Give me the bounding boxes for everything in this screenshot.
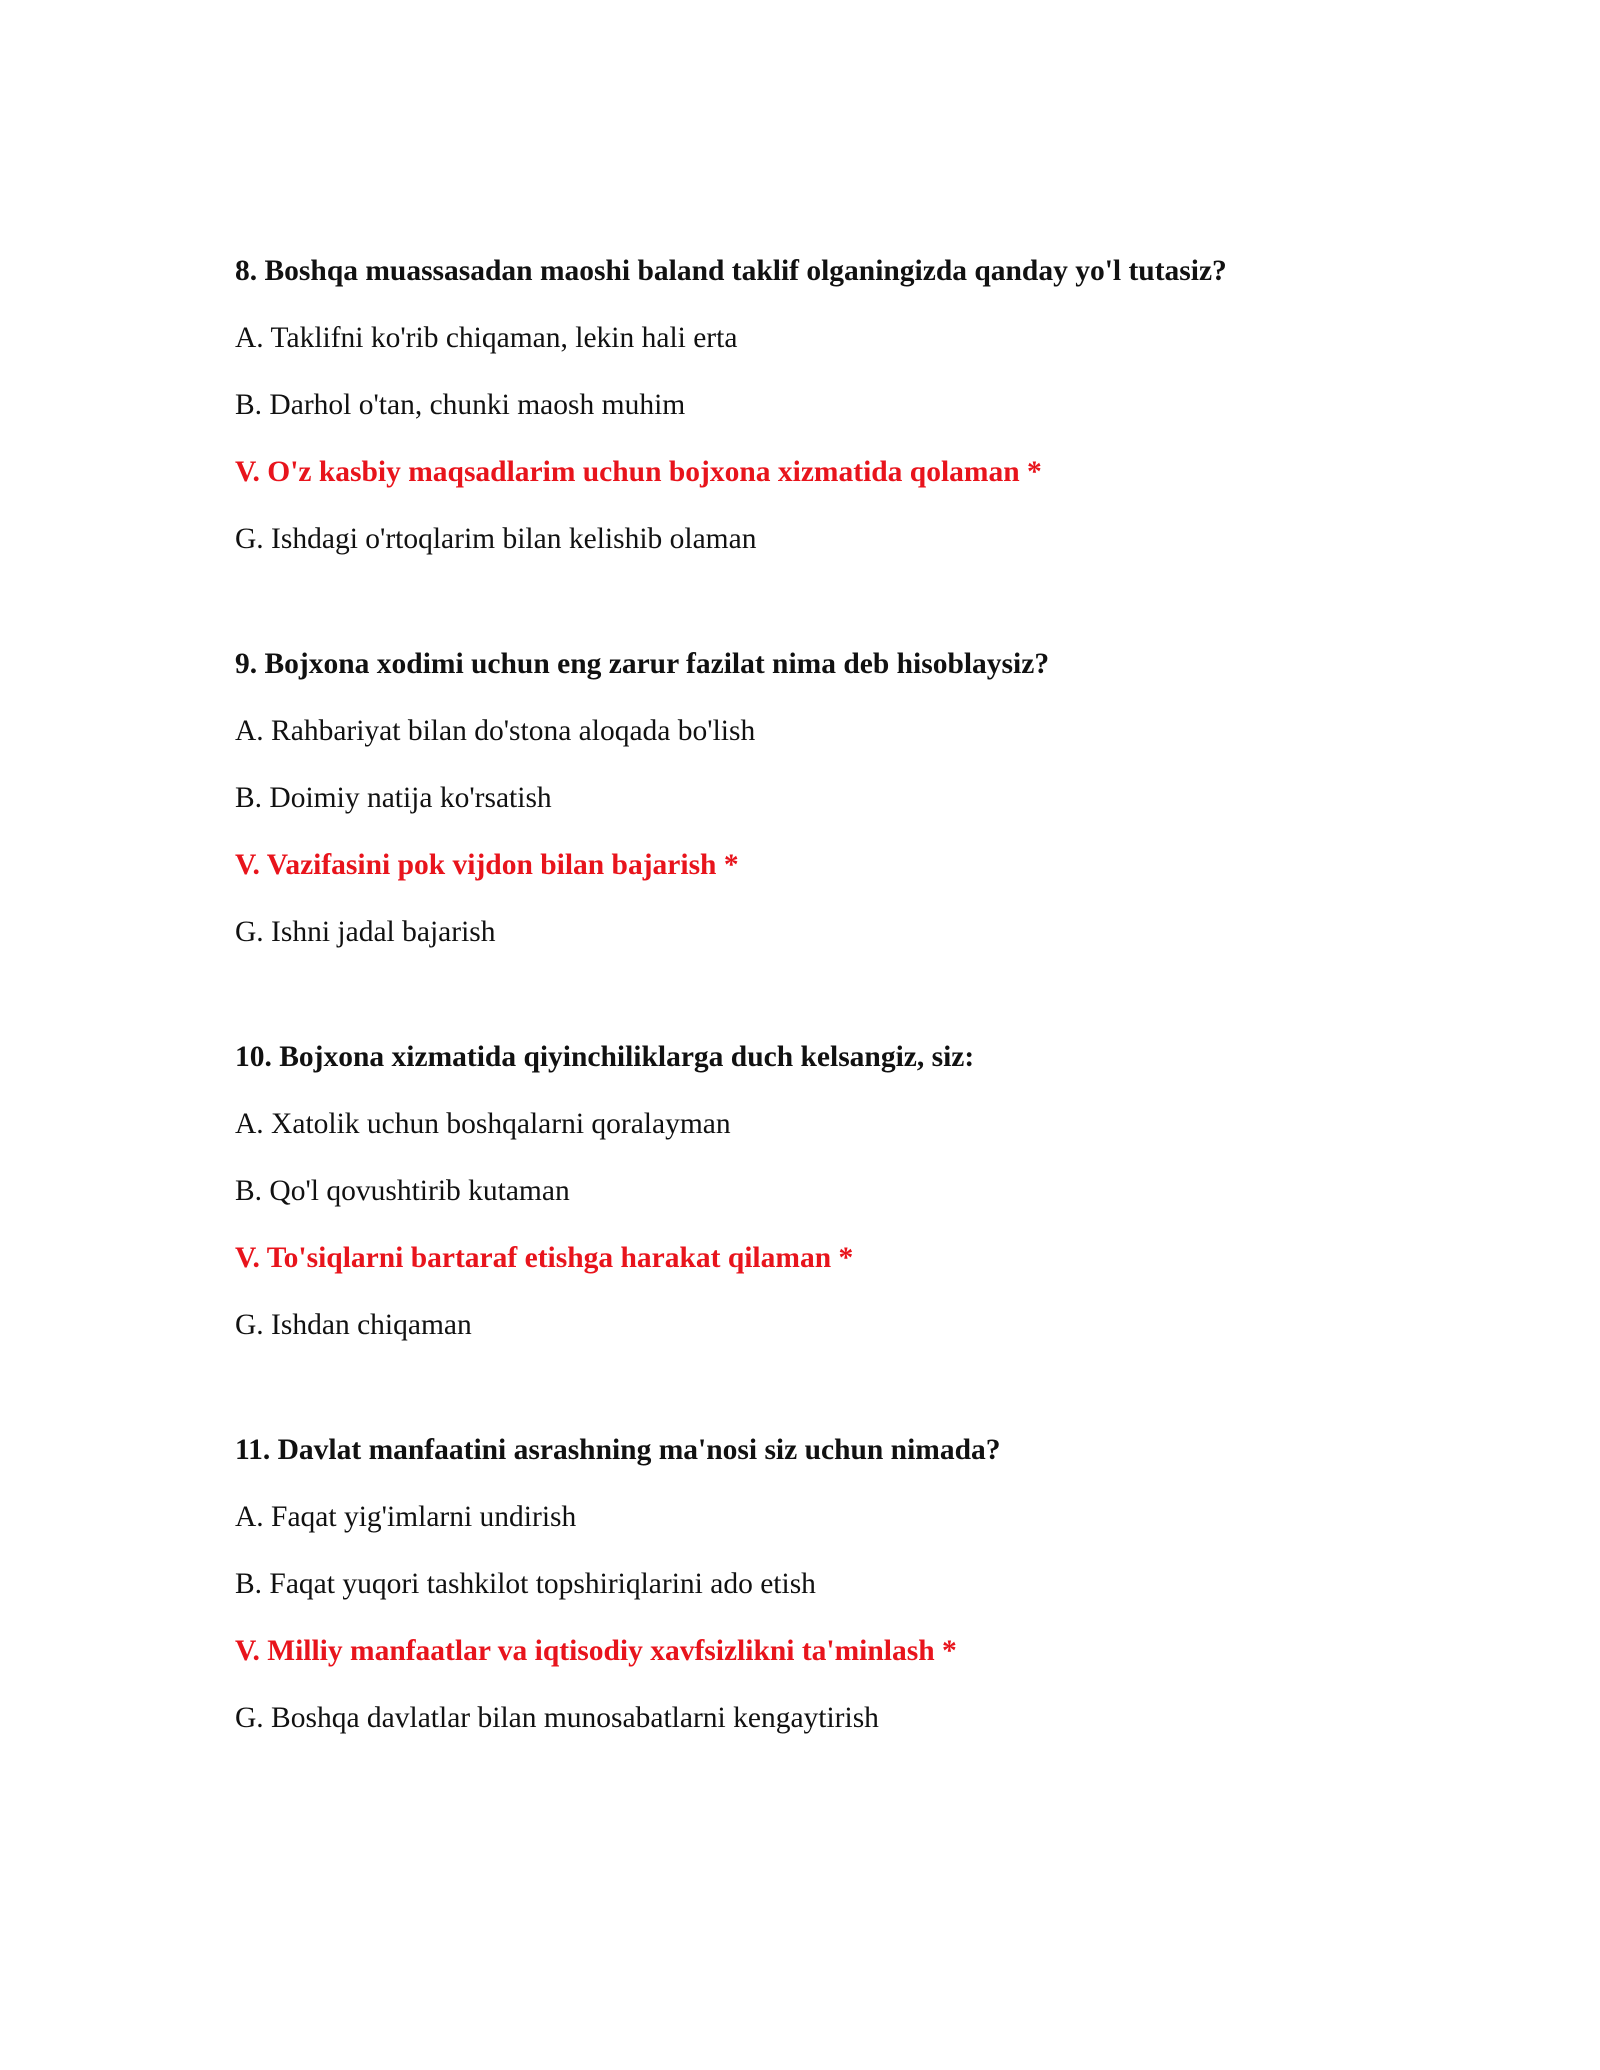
option-v-correct: V. O'z kasbiy maqsadlarim uchun bojxona xizmatida qolaman * xyxy=(235,456,1042,488)
option-g: G. Ishni jadal bajarish xyxy=(235,916,496,948)
question-title: 10. Bojxona xizmatida qiyinchiliklarga duch kelsangiz, siz: xyxy=(235,1041,975,1073)
question-title: 11. Davlat manfaatini asrashning ma'nosi siz uchun nimada? xyxy=(235,1434,1001,1466)
option-v-correct: V. To'siqlarni bartaraf etishga harakat qilaman * xyxy=(235,1242,854,1274)
question-title: 8. Boshqa muassasadan maoshi baland taklif olganingizda qanday yo'l tutasiz? xyxy=(235,255,1227,287)
question-10 xyxy=(235,1039,1485,1343)
option-a: A. Xatolik uchun boshqalarni qoralayman xyxy=(235,1108,731,1140)
question-11 xyxy=(235,1432,1485,1736)
option-a: A. Rahbariyat bilan do'stona aloqada bo'lish xyxy=(235,715,756,747)
question-title: 9. Bojxona xodimi uchun eng zarur fazilat nima deb hisoblaysiz? xyxy=(235,648,1050,680)
question-8 xyxy=(235,253,1485,557)
option-v-correct: V. Milliy manfaatlar va iqtisodiy xavfsizlikni ta'minlash * xyxy=(235,1635,957,1667)
document-page xyxy=(235,253,1485,1825)
option-g: G. Ishdan chiqaman xyxy=(235,1309,472,1341)
option-b: B. Faqat yuqori tashkilot topshiriqlarini ado etish xyxy=(235,1568,816,1600)
option-b: B. Darhol o'tan, chunki maosh muhim xyxy=(235,389,686,421)
question-9 xyxy=(235,646,1485,950)
option-g: G. Boshqa davlatlar bilan munosabatlarni kengaytirish xyxy=(235,1702,879,1734)
option-a: A. Faqat yig'imlarni undirish xyxy=(235,1501,577,1533)
option-a: A. Taklifni ko'rib chiqaman, lekin hali erta xyxy=(235,322,738,354)
option-b: B. Qo'l qovushtirib kutaman xyxy=(235,1175,570,1207)
option-v-correct: V. Vazifasini pok vijdon bilan bajarish * xyxy=(235,849,739,881)
option-g: G. Ishdagi o'rtoqlarim bilan kelishib olaman xyxy=(235,523,757,555)
option-b: B. Doimiy natija ko'rsatish xyxy=(235,782,552,814)
